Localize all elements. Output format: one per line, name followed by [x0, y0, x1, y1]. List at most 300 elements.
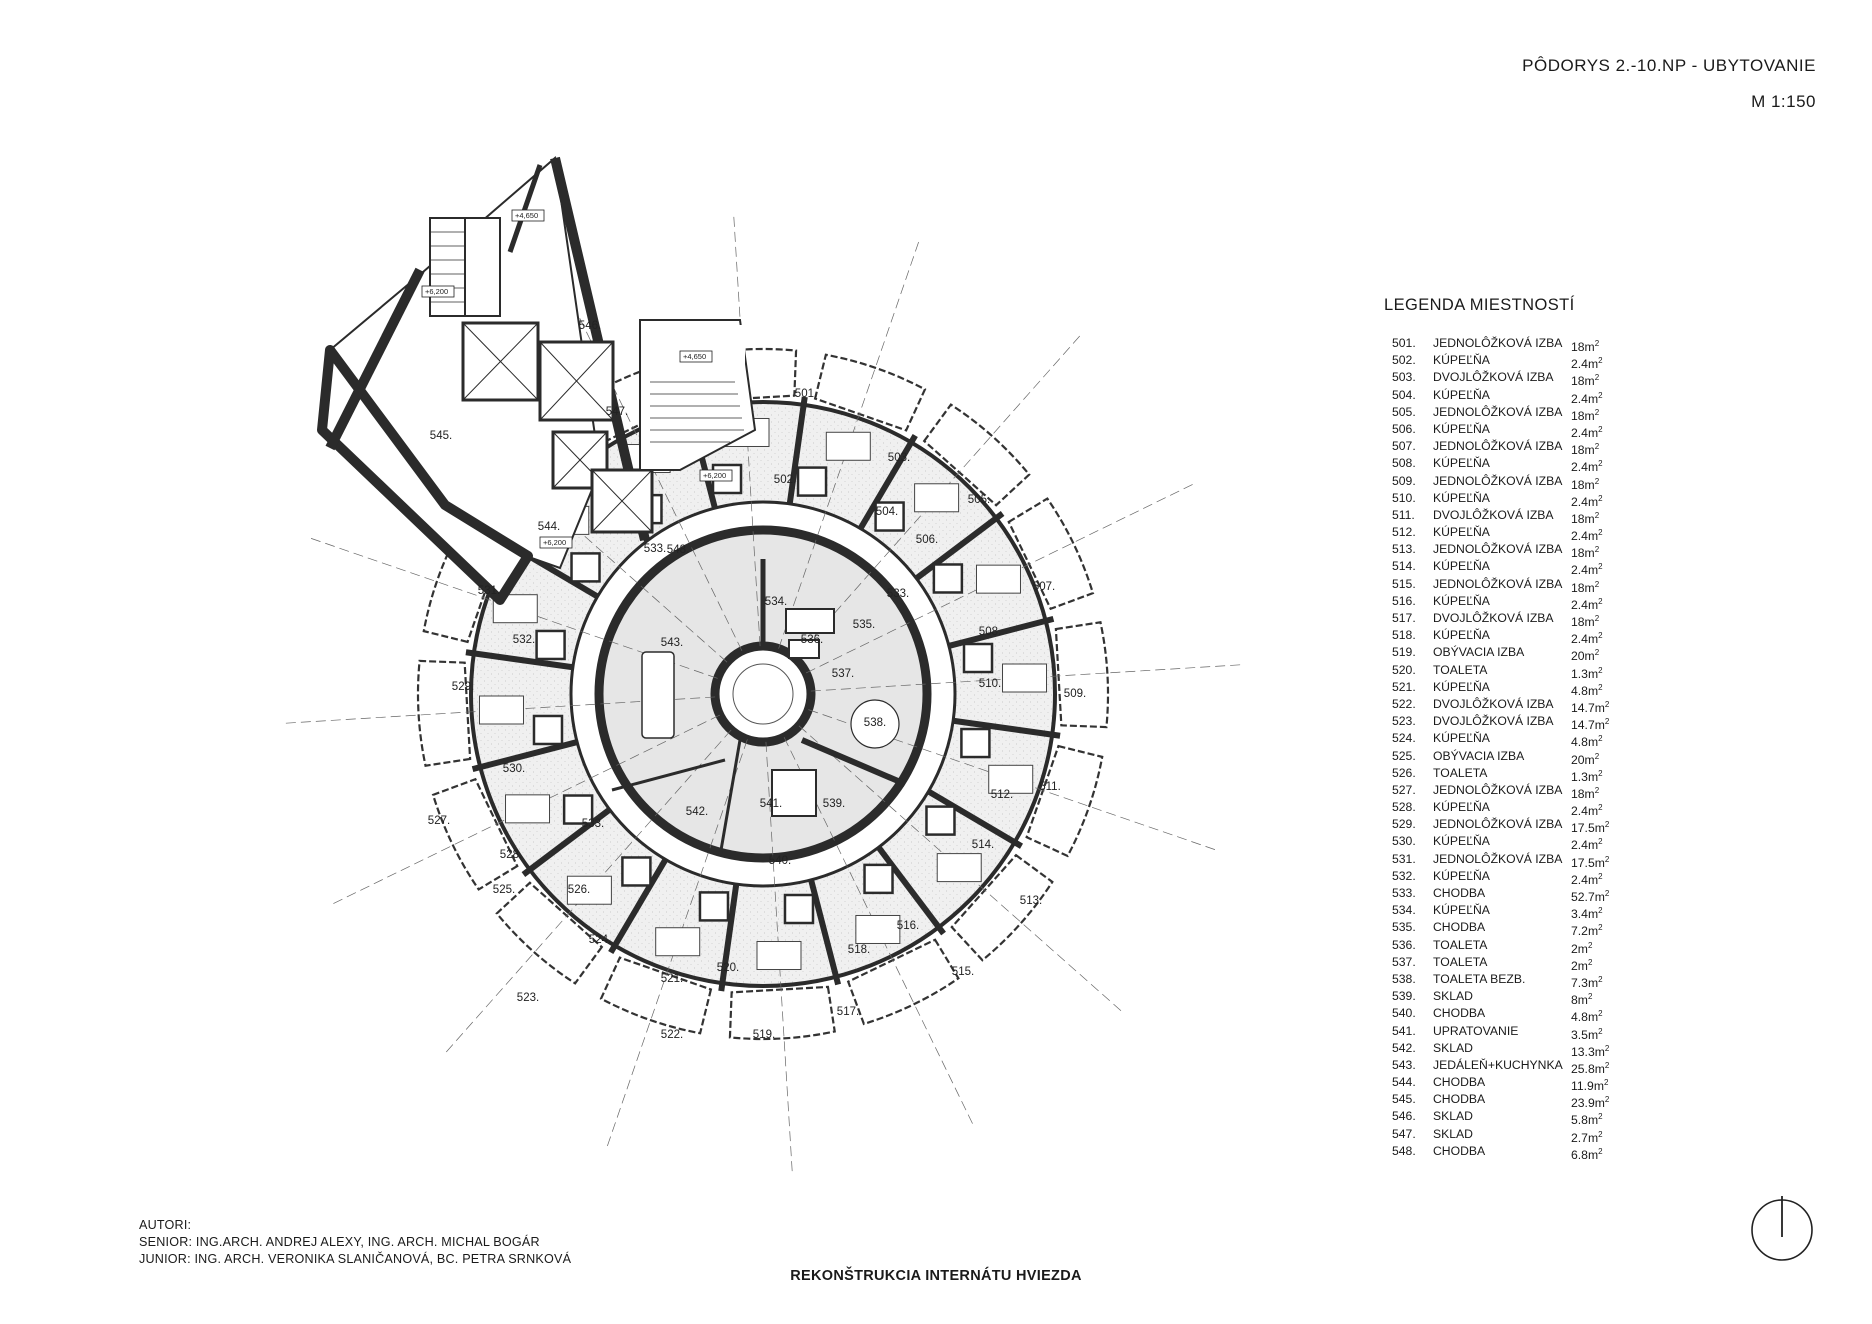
legend-area-value: 6.8m	[1571, 1147, 1599, 1162]
legend-row	[1384, 1005, 1724, 1025]
legend-area-unit: 2	[1598, 356, 1603, 366]
bathroom-box	[961, 729, 989, 757]
legend-room-name: JEDNOLÔŽKOVÁ IZBA	[1433, 473, 1563, 488]
legend-area-unit: 2	[1594, 785, 1600, 795]
legend-room-name: KÚPEĽŇA	[1433, 421, 1490, 436]
legend-room-name: JEDNOLÔŽKOVÁ IZBA	[1433, 542, 1563, 557]
legend-room-name: CHODBA	[1433, 1143, 1486, 1158]
room-label: 514.	[971, 839, 995, 851]
legend-area-unit: 2	[1594, 407, 1600, 417]
legend-area-unit: 2	[1598, 682, 1603, 692]
legend-room-number: 503.	[1392, 370, 1416, 385]
legend-room-number: 502.	[1392, 353, 1416, 368]
legend-room-name: TOALETA BEZB.	[1433, 971, 1526, 986]
legend-area-unit: 2	[1598, 837, 1603, 847]
room-label: 509.	[1063, 688, 1087, 700]
legend-room-name: JEDNOLÔŽKOVÁ IZBA	[1433, 576, 1563, 591]
legend-area-value: 3.4m	[1571, 907, 1599, 922]
legend-table	[1384, 335, 1724, 1160]
legend-room-number: 541.	[1392, 1023, 1416, 1038]
legend-room-number: 527.	[1392, 782, 1416, 797]
legend-area-unit: 2	[1594, 476, 1600, 486]
room-label: 521.	[660, 973, 684, 985]
legend-room-number: 532.	[1392, 868, 1416, 883]
legend-room-number: 518.	[1392, 628, 1416, 643]
legend-row	[1384, 1143, 1724, 1160]
legend-row	[1384, 404, 1724, 421]
room-label: 540.	[768, 855, 792, 867]
legend-area-unit: 2	[1594, 339, 1600, 348]
legend-area-value: 20m	[1571, 752, 1595, 767]
legend-room-name: OBÝVACIA IZBA	[1433, 645, 1525, 660]
room-label: 533.	[886, 588, 910, 600]
room-label: 533.	[643, 543, 667, 555]
legend-row	[1384, 610, 1724, 630]
legend-area-unit: 2	[1598, 665, 1603, 675]
legend-room-name: TOALETA	[1433, 954, 1488, 969]
legend-area-unit: 2	[1594, 510, 1600, 520]
legend-area-value: 11.9m	[1571, 1079, 1604, 1094]
legend-area-value: 17.5m	[1571, 821, 1605, 836]
legend-area-unit: 2	[1604, 854, 1610, 864]
bathroom-box	[537, 631, 565, 659]
legend-area-value: 4.8m	[1571, 1010, 1599, 1025]
legend-row	[1384, 490, 1724, 507]
legend-room-name: SKLAD	[1433, 1109, 1473, 1124]
legend-room-name: KÚPEĽŇA	[1433, 490, 1490, 505]
room-label: 536.	[800, 634, 824, 646]
legend-room-number: 517.	[1392, 611, 1416, 625]
room-label: 503.	[887, 452, 911, 464]
legend-room-number: 525.	[1392, 748, 1416, 763]
legend-room-name: SKLAD	[1433, 1040, 1473, 1055]
legend-room-name: JEDNOLÔŽKOVÁ IZBA	[1433, 439, 1563, 454]
room-label: 522.	[660, 1029, 684, 1041]
legend-area-unit: 2	[1598, 906, 1603, 916]
legend-area-unit: 2	[1598, 459, 1603, 469]
legend-row	[1384, 988, 1724, 1008]
room-label: 533.	[581, 818, 605, 830]
legend-room-name: CHODBA	[1433, 1092, 1486, 1107]
room-label: 535.	[852, 619, 876, 631]
room-label: 538.	[863, 717, 887, 729]
legend-row	[1384, 576, 1724, 593]
room-label: 531.	[477, 585, 501, 597]
legend-area-value: 14.7m	[1571, 701, 1605, 715]
bed-outline	[915, 484, 959, 512]
legend-row	[1384, 455, 1724, 475]
room-label: 530.	[502, 763, 526, 775]
legend-room-number: 528.	[1392, 800, 1416, 815]
legend-area-value: 2.4m	[1571, 632, 1599, 647]
legend-room-number: 512.	[1392, 525, 1416, 540]
legend-area-unit: 2	[1594, 373, 1600, 383]
legend-area-value: 52.7m	[1571, 890, 1605, 905]
legend-room-number: 516.	[1392, 593, 1416, 608]
legend-area-value: 1.3m	[1571, 666, 1599, 681]
legend-area-unit: 2	[1598, 562, 1603, 572]
bathroom-box	[622, 857, 650, 885]
legend-area-unit: 2	[1598, 493, 1603, 503]
legend-room-name: JEDNOLÔŽKOVÁ IZBA	[1433, 782, 1563, 797]
room-label: 504.	[875, 506, 899, 518]
legend-area-value: 5.8m	[1571, 1113, 1599, 1128]
legend-room-number: 546.	[1392, 1109, 1416, 1124]
legend-row	[1384, 885, 1724, 905]
room-label: 548.	[666, 544, 690, 556]
legend-room-number: 519.	[1392, 645, 1416, 660]
legend-area-unit: 2	[1598, 631, 1603, 641]
room-label: 501.	[794, 388, 818, 400]
legend-room-number: 531.	[1392, 851, 1416, 866]
legend-room-number: 548.	[1392, 1143, 1416, 1158]
legend-room-name: KÚPEĽŇA	[1433, 387, 1490, 402]
legend-row	[1384, 954, 1724, 971]
legend-area-value: 14.7m	[1571, 718, 1605, 733]
legend-room-number: 506.	[1392, 421, 1416, 436]
legend-row	[1384, 662, 1724, 679]
bathroom-box	[798, 468, 826, 496]
legend-room-name: KÚPEĽŇA	[1433, 731, 1490, 746]
legend-room-number: 520.	[1392, 662, 1416, 677]
legend-area-value: 18m	[1571, 615, 1595, 630]
legend-row	[1384, 765, 1724, 782]
legend-area-unit: 2	[1598, 871, 1603, 881]
bed-outline	[976, 565, 1020, 593]
legend-area-value: 2.4m	[1571, 529, 1599, 544]
legend-area-unit: 2	[1598, 974, 1603, 984]
legend-room-name: DVOJLÔŽKOVÁ IZBA	[1433, 714, 1554, 729]
legend-room-number: 529.	[1392, 817, 1416, 832]
legend-room-number: 504.	[1392, 387, 1416, 402]
room-label: 543.	[660, 637, 684, 649]
legend-area-value: 18m	[1571, 374, 1595, 389]
legend-area-value: 13.3m	[1571, 1044, 1605, 1059]
legend-room-number: 533.	[1392, 886, 1416, 900]
legend-area-unit: 2	[1604, 889, 1610, 898]
room-label: 516.	[896, 920, 920, 932]
legend-room-name: JEDNOLÔŽKOVÁ IZBA	[1433, 817, 1563, 832]
legend-row	[1384, 748, 1724, 765]
legend-row	[1384, 558, 1724, 578]
legend-room-number: 536.	[1392, 937, 1416, 952]
legend-room-number: 521.	[1392, 679, 1416, 694]
legend-row	[1384, 1057, 1724, 1074]
legend-area-value: 8m	[1571, 993, 1588, 1008]
legend-area-unit: 2	[1598, 768, 1603, 778]
legend-room-name: CHODBA	[1433, 1075, 1486, 1090]
legend-area-value: 18m	[1571, 511, 1595, 526]
legend-area-value: 2.4m	[1571, 563, 1599, 578]
legend-room-number: 510.	[1392, 490, 1416, 505]
legend-row	[1384, 799, 1724, 819]
legend-area-value: 7.2m	[1571, 924, 1599, 939]
legend-room-name: DVOJLÔŽKOVÁ IZBA	[1433, 611, 1554, 625]
legend-area-value: 18m	[1571, 408, 1595, 423]
legend-room-name: KÚPEĽŇA	[1433, 593, 1490, 608]
legend-room-name: KÚPEĽŇA	[1433, 628, 1490, 643]
room-label: 502.	[773, 474, 797, 486]
legend-room-number: 513.	[1392, 542, 1416, 557]
room-label: 515.	[951, 966, 975, 978]
room-label: 525.	[492, 884, 516, 896]
room-label: 507.	[1032, 581, 1056, 593]
legend-area-unit: 2	[1598, 528, 1603, 538]
legend-area-value: 18m	[1571, 786, 1595, 801]
legend-area-value: 18m	[1571, 340, 1595, 355]
room-label: 513.	[1019, 895, 1043, 907]
legend-area-value: 2.4m	[1571, 804, 1599, 819]
legend-row	[1384, 782, 1724, 799]
room-label: 517.	[836, 1006, 860, 1018]
legend-area-value: 2.4m	[1571, 391, 1599, 406]
bathroom-box	[934, 564, 962, 592]
legend-row	[1384, 438, 1724, 458]
room-label: 544.	[537, 521, 561, 533]
bathroom-box	[926, 807, 954, 835]
legend-room-name: DVOJLÔŽKOVÁ IZBA	[1433, 696, 1554, 711]
bed-outline	[506, 795, 550, 823]
room-label: 506.	[915, 534, 939, 546]
legend-area-value: 7.3m	[1571, 976, 1599, 990]
legend-row	[1384, 1091, 1724, 1111]
legend-area-unit: 2	[1598, 1009, 1603, 1019]
legend-area-unit: 2	[1587, 957, 1593, 967]
legend-room-number: 511.	[1392, 507, 1415, 522]
north-arrow-icon	[1747, 1195, 1817, 1265]
legend-room-name: KÚPEĽŇA	[1433, 679, 1490, 694]
legend-row	[1384, 919, 1724, 939]
legend-row	[1384, 473, 1724, 490]
bed-outline	[656, 928, 700, 956]
legend-row	[1384, 1040, 1724, 1057]
legend-row	[1384, 816, 1724, 836]
legend-row	[1384, 644, 1724, 664]
legend-room-number: 524.	[1392, 731, 1416, 746]
legend-row	[1384, 937, 1724, 954]
legend-room-name: JEDNOLÔŽKOVÁ IZBA	[1433, 404, 1563, 419]
bathroom-box	[572, 553, 600, 581]
authors-block	[139, 1217, 571, 1268]
legend-area-unit: 2	[1598, 424, 1603, 434]
room-label: 529.	[451, 681, 475, 693]
legend-room-number: 508.	[1392, 456, 1416, 471]
legend-row	[1384, 421, 1724, 438]
legend-room-number: 514.	[1392, 559, 1416, 574]
legend-area-value: 4.8m	[1571, 683, 1599, 698]
legend-area-unit: 2	[1594, 751, 1600, 761]
legend-row	[1384, 902, 1724, 922]
legend-room-name: TOALETA	[1433, 937, 1488, 952]
legend-room-name: KÚPEĽŇA	[1433, 834, 1490, 849]
room-label: 505.	[967, 494, 991, 506]
legend-area-value: 3.5m	[1571, 1027, 1599, 1042]
legend-title: LEGENDA MIESTNOSTÍ	[1384, 296, 1575, 314]
authors-junior: JUNIOR: ING. ARCH. VERONIKA SLANIČANOVÁ, BC. PETRA SRNKOVÁ	[139, 1252, 572, 1266]
legend-row	[1384, 679, 1724, 696]
legend-room-number: 535.	[1392, 920, 1416, 935]
bed-outline	[757, 942, 801, 970]
legend-area-unit: 2	[1594, 648, 1600, 658]
elevation-tag: +4,650	[683, 352, 707, 361]
legend-area-unit: 2	[1598, 803, 1603, 813]
legend-room-name: KÚPEĽŇA	[1433, 903, 1490, 918]
legend-area-unit: 2	[1604, 1095, 1610, 1105]
legend-room-name: DVOJLÔŽKOVÁ IZBA	[1433, 370, 1554, 385]
room-label: 524.	[588, 934, 612, 946]
legend-area-value: 25.8m	[1571, 1061, 1605, 1076]
room-label: 523.	[516, 992, 540, 1004]
legend-room-number: 544.	[1392, 1075, 1416, 1090]
legend-area-value: 1.3m	[1571, 769, 1599, 784]
elevation-tag: +6,200	[425, 287, 449, 296]
legend-row	[1384, 387, 1724, 404]
legend-room-number: 534.	[1392, 903, 1416, 918]
room-label: 511.	[1039, 781, 1061, 793]
legend-area-unit: 2	[1604, 1043, 1610, 1053]
legend-row	[1384, 730, 1724, 750]
legend-room-number: 542.	[1392, 1040, 1416, 1055]
legend-area-value: 2.4m	[1571, 357, 1599, 372]
project-title: REKONŠTRUKCIA INTERNÁTU HVIEZDA	[790, 1268, 1082, 1284]
legend-row	[1384, 971, 1724, 988]
elevation-tag: +6,200	[543, 538, 567, 547]
legend-row	[1384, 1108, 1724, 1128]
bed-outline	[937, 854, 981, 882]
legend-area-value: 20m	[1571, 649, 1595, 664]
legend-room-number: 507.	[1392, 439, 1416, 454]
room-label: 526.	[567, 884, 591, 896]
legend-area-unit: 2	[1603, 1078, 1609, 1088]
authors-heading: AUTORI:	[139, 1218, 192, 1232]
drawing-scale: M 1:150	[1751, 92, 1816, 111]
legend-area-value: 18m	[1571, 477, 1595, 492]
legend-room-name: KÚPEĽŇA	[1433, 353, 1490, 368]
legend-area-value: 2.4m	[1571, 838, 1599, 853]
legend-room-name: SKLAD	[1433, 989, 1473, 1004]
legend-area-value: 2.4m	[1571, 872, 1599, 887]
legend-row	[1384, 713, 1724, 733]
legend-room-number: 538.	[1392, 971, 1416, 986]
room-label: 519.	[752, 1029, 776, 1041]
legend-area-unit: 2	[1598, 596, 1603, 606]
legend-room-number: 537.	[1392, 954, 1416, 969]
room-label: 542.	[685, 806, 709, 818]
legend-area-value: 2m	[1571, 941, 1588, 956]
room-label: 520.	[716, 962, 740, 974]
legend-room-name: CHODBA	[1433, 1006, 1486, 1021]
bathroom-box	[700, 892, 728, 920]
legend-row	[1384, 833, 1724, 853]
legend-area-value: 2.7m	[1571, 1130, 1599, 1145]
bed-outline	[826, 432, 870, 460]
legend-room-number: 545.	[1392, 1092, 1416, 1107]
legend-room-number: 515.	[1392, 576, 1416, 591]
legend-row	[1384, 369, 1724, 389]
legend-area-unit: 2	[1598, 1112, 1603, 1122]
legend-area-value: 17.5m	[1571, 855, 1605, 870]
legend-area-unit: 2	[1604, 820, 1610, 830]
legend-area-value: 2m	[1571, 958, 1588, 973]
bathroom-box	[964, 644, 992, 672]
room-label: 518.	[847, 944, 871, 956]
legend-area-unit: 2	[1598, 734, 1603, 744]
legend-area-unit: 2	[1598, 390, 1603, 400]
drawing-title: PÔDORYS 2.-10.NP - UBYTOVANIE	[1522, 56, 1816, 75]
legend-room-area	[1571, 1143, 1603, 1164]
legend-room-name: KÚPEĽŇA	[1433, 559, 1490, 574]
legend-area-value: 2.4m	[1571, 494, 1599, 509]
authors-senior: SENIOR: ING.ARCH. ANDREJ ALEXY, ING. ARCH. MICHAL BOGÁR	[139, 1235, 540, 1249]
bathroom-box	[534, 716, 562, 744]
legend-area-unit: 2	[1594, 545, 1600, 555]
legend-area-unit: 2	[1598, 1026, 1603, 1036]
legend-room-name: TOALETA	[1433, 662, 1488, 677]
legend-room-name: KÚPEĽŇA	[1433, 800, 1490, 815]
legend-room-number: 547.	[1392, 1126, 1416, 1141]
room-label: 545.	[429, 430, 453, 442]
legend-area-value: 18m	[1571, 546, 1595, 561]
legend-row	[1384, 335, 1724, 355]
legend-room-name: KÚPEĽŇA	[1433, 868, 1490, 883]
bathroom-box	[865, 865, 893, 893]
bed-outline	[1003, 664, 1047, 692]
legend-room-name: JEDÁLEŇ+KUCHYNKA	[1433, 1057, 1563, 1072]
legend-area-value: 2.4m	[1571, 460, 1599, 475]
legend-room-name: DVOJLÔŽKOVÁ IZBA	[1433, 507, 1554, 522]
legend-row	[1384, 696, 1724, 713]
room-label: 510.	[978, 678, 1002, 690]
legend-room-name: KÚPEĽŇA	[1433, 525, 1490, 540]
legend-room-number: 530.	[1392, 834, 1416, 849]
legend-room-name: CHODBA	[1433, 886, 1486, 900]
room-label: 547.	[605, 406, 629, 418]
legend-area-value: 18m	[1571, 443, 1595, 458]
legend-area-value: 2.4m	[1571, 426, 1599, 440]
legend-row	[1384, 507, 1724, 524]
room-label: 534.	[764, 596, 788, 608]
legend-row	[1384, 352, 1724, 372]
legend-area-unit: 2	[1604, 699, 1610, 709]
legend-row	[1384, 541, 1724, 561]
legend-row	[1384, 1023, 1724, 1040]
legend-area-value: 4.8m	[1571, 735, 1599, 750]
legend-area-unit: 2	[1594, 579, 1600, 589]
legend-room-name: KÚPEĽŇA	[1433, 456, 1490, 471]
room-label: 537.	[831, 668, 855, 680]
legend-room-number: 505.	[1392, 404, 1416, 419]
room-label: 541.	[759, 798, 783, 810]
legend-area-unit: 2	[1594, 442, 1600, 452]
legend-row	[1384, 1126, 1724, 1143]
bathroom-box	[785, 895, 813, 923]
legend-room-number: 522.	[1392, 696, 1416, 711]
room-label: 508.	[978, 626, 1002, 638]
legend-area-unit: 2	[1587, 992, 1593, 1002]
legend-room-number: 526.	[1392, 765, 1416, 780]
bed-outline	[856, 915, 900, 943]
room-label: 527.	[427, 815, 451, 827]
legend-room-name: CHODBA	[1433, 920, 1486, 935]
legend-room-number: 509.	[1392, 473, 1416, 488]
legend-row	[1384, 627, 1724, 647]
legend-room-number: 523.	[1392, 714, 1416, 729]
legend-row	[1384, 868, 1724, 885]
legend-room-number: 501.	[1392, 336, 1416, 350]
legend-row	[1384, 593, 1724, 610]
legend-row	[1384, 851, 1724, 868]
legend-room-number: 540.	[1392, 1006, 1416, 1021]
